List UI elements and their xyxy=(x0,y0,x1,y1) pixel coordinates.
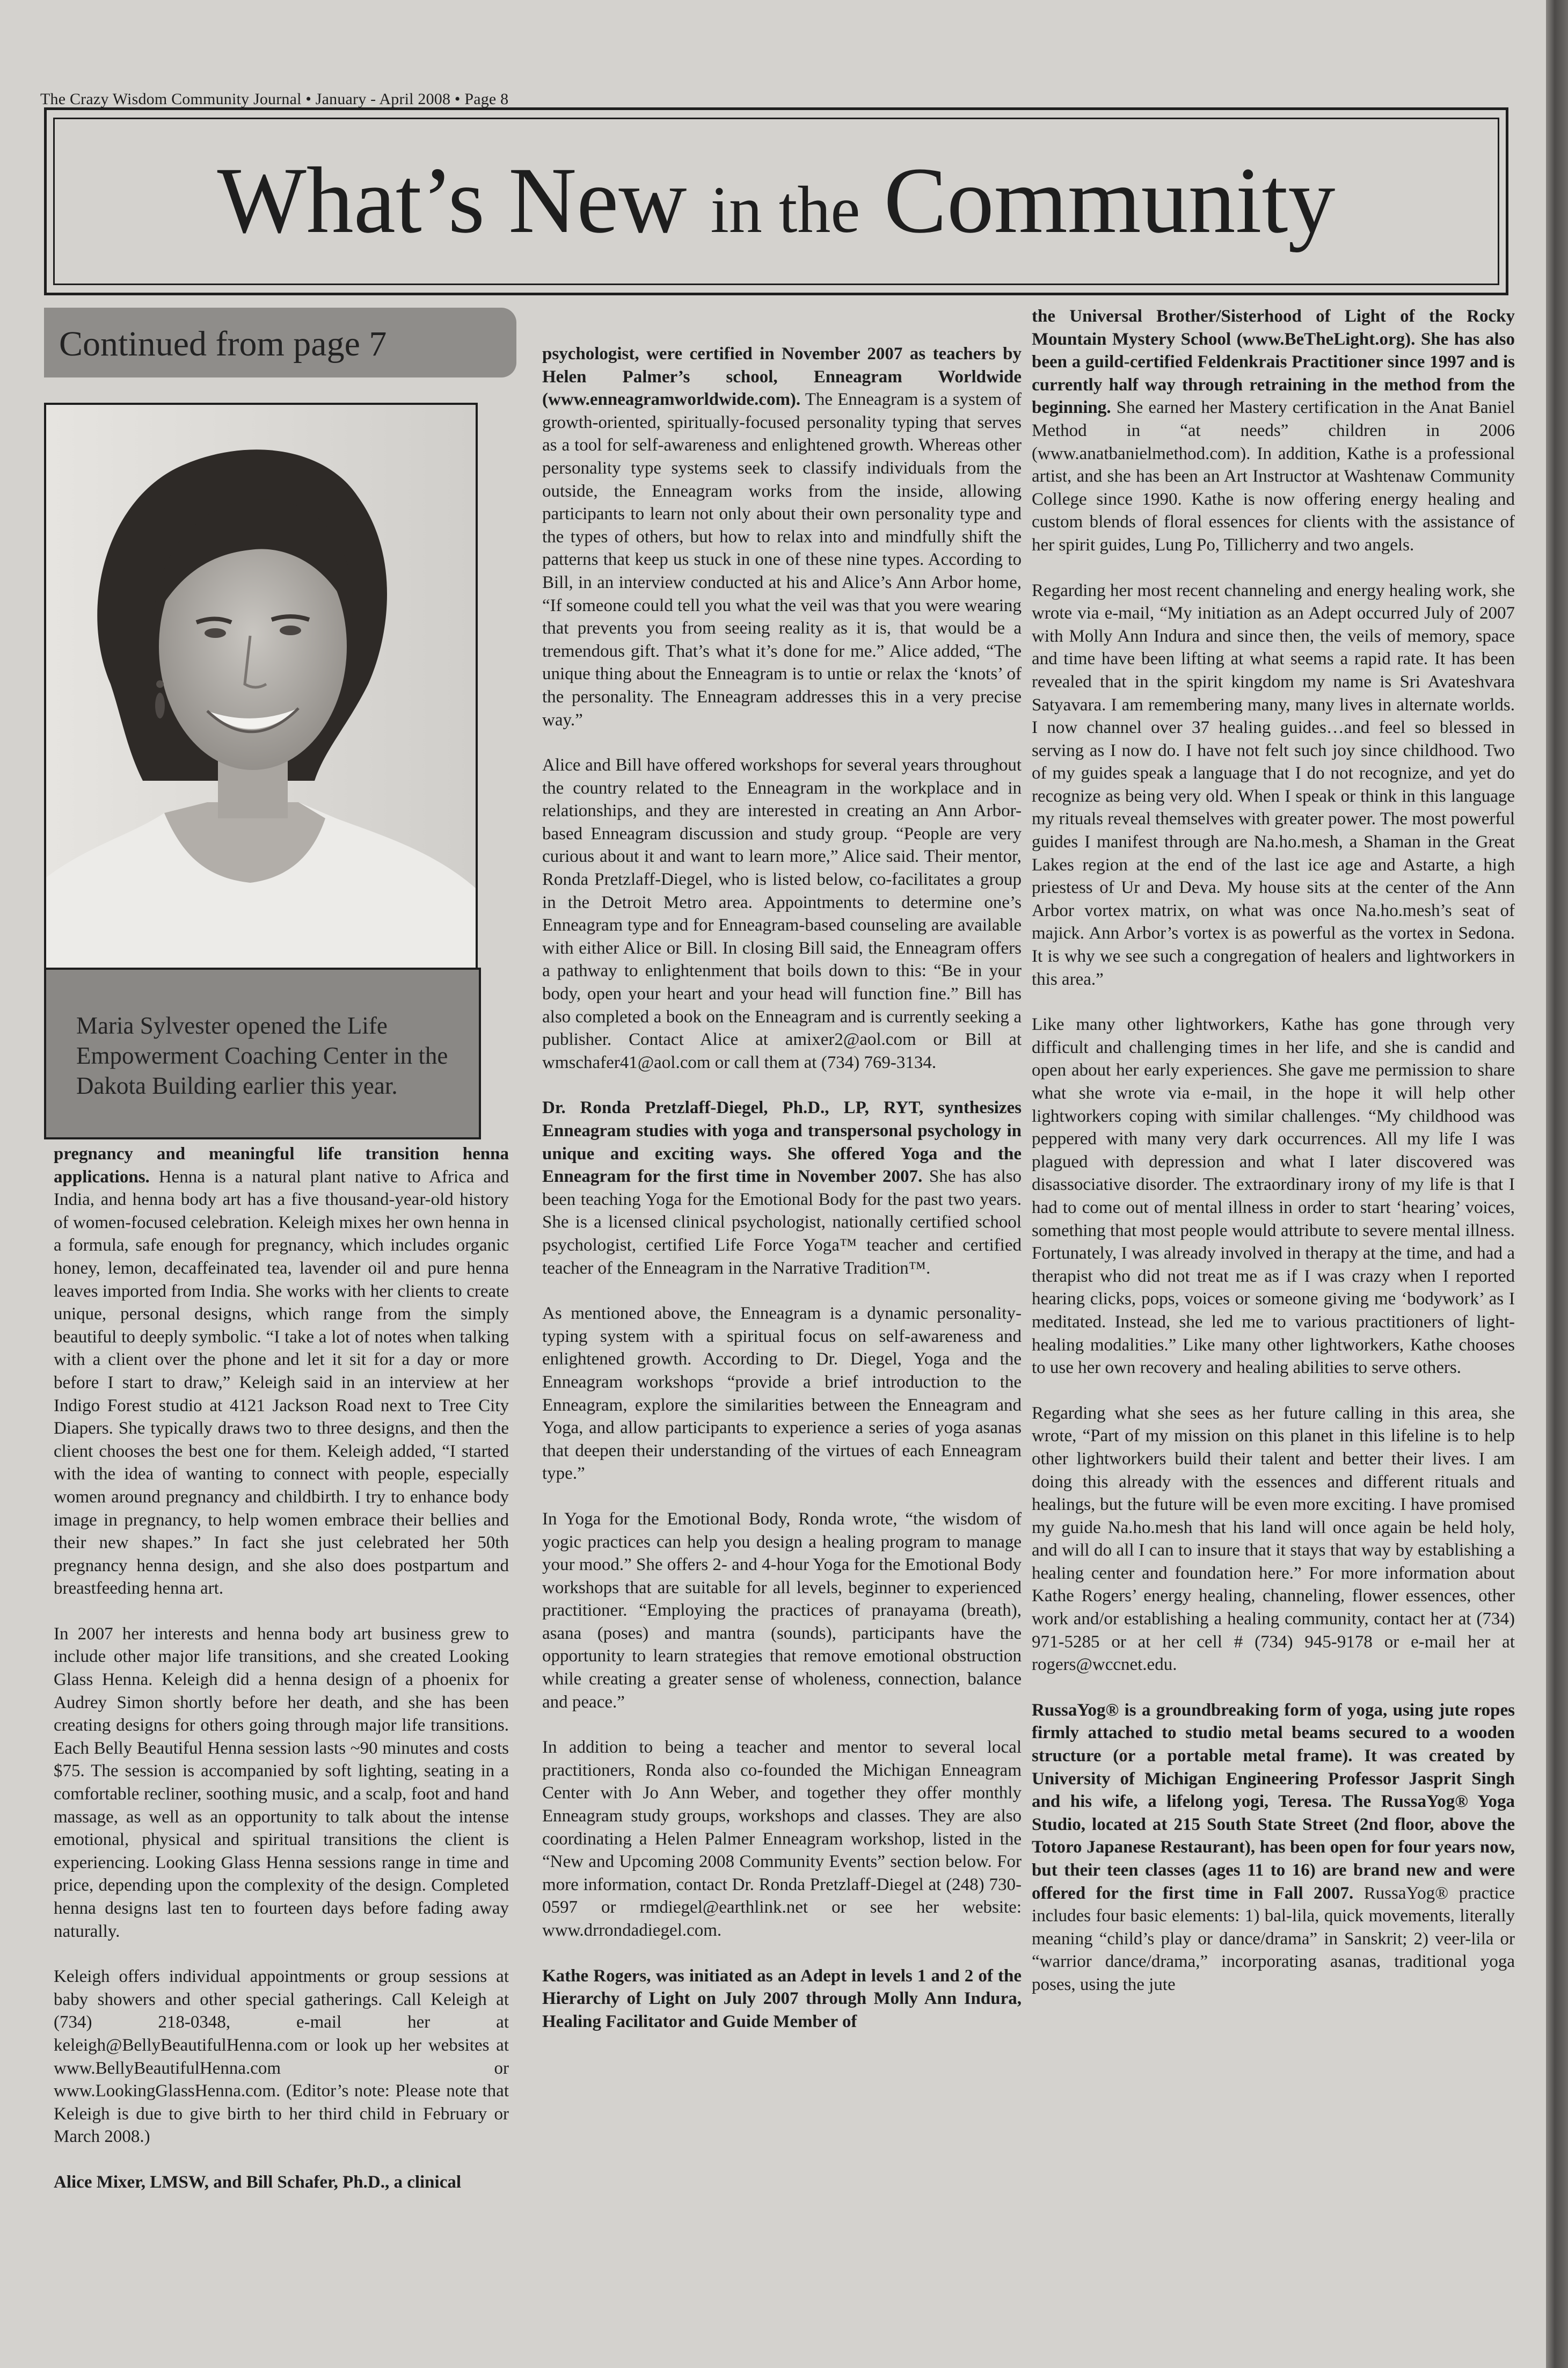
lead-in-bold: Dr. Ronda Pretzlaff-Diegel, Ph.D., LP, RYT, synthesizes Enneagram studies with yoga and transpersonal psychology in unique and exciting ways. She offered Yoga and the Enneagram for the first time in November 2007. xyxy=(542,1098,1022,1187)
lead-in-bold: RussaYog® is a groundbreaking form of yoga, using jute ropes firmly attached to studio metal beams secured to a wooden structure (or a portable metal frame). It was created by University of Michigan Engineering Professor Jasprit Singh and his wife, a lifelong yogi, Teresa. The RussaYog® Yoga Studio, located at 215 South State Street (2nd floor, above the Totoro Japanese Restaurant), has been open for four years now, but their teen classes (ages 11 to 16) are brand new and were offered for the first time in Fall 2007. xyxy=(1032,1700,1515,1903)
lead-in-bold: the Universal Brother/Sisterhood of Light of the Rocky Mountain Mystery School (www.BeTheLight.org). She has also been a guild-certified Feldenkrais Practitioner since 1997 and is currently half way through retraining in the method from the beginning. xyxy=(1032,307,1515,418)
paragraph xyxy=(1032,1699,1515,1996)
paragraph: Like many other lightworkers, Kathe has gone through very difficult and challenging times in her life, and she is candid and open about her early experiences. She gave me permission to share what she wrote via e-mail, in the hope it will help other lightworkers coping with similar challenges. “My childhood was peppered with many very dark occurrences. All my life I was plagued with depression and what I later discovered was disassociative disorder. The extraordinary irony of my life is that I had to come out of mental illness in order to start ‘hearing’ voices, something that most people would attribute to severe mental illness. Fortunately, I was already involved in therapy at the time, and had a therapist who did not treat me as if I was crazy when I reported hearing clicks, pops, voices or someone giving me ‘bodywork’ as I meditated. Instead, she led me to various practitioners of light-healing modalities.” Like many other lightworkers, Kathe chooses to use her own recovery and healing abilities to serve others. xyxy=(1032,1015,1515,1378)
article-column-1 xyxy=(54,1143,509,2194)
photo-caption: Maria Sylvester opened the Life Empowerment Coaching Center in the Dakota Building earlier this year. xyxy=(76,1012,448,1099)
paragraph-text: RussaYog® practice includes four basic elements: 1) bal-lila, quick movements, literally meaning “child’s play or dance/drama” in Sanskrit; 2) veer-lila or “warrior dance/drama,” incorporating asanas, traditional yoga poses, using the jute xyxy=(1032,1883,1515,1994)
lead-in-bold: psychologist, were certified in November 2007 as teachers by Helen Palmer’s school, Enneagram Worldwide (www.enneagramworldwide.com). xyxy=(542,344,1022,410)
paragraph: As mentioned above, the Enneagram is a dynamic personality-typing system with a spiritual focus on self-awareness and enlightened growth. According to Dr. Diegel, Yoga and the Enneagram workshops “provide a brief introduction to the Enneagram, explore the similarities between the Enneagram and Yoga, and allow participants to experience a series of yoga asanas that deepen their understanding of the virtues of each Enneagram type.” xyxy=(542,1304,1022,1484)
paragraph: In 2007 her interests and henna body art business grew to include other major life transitions, and she created Looking Glass Henna. Keleigh did a henna design of a phoenix for Audrey Simon shortly before her death, and she has been creating designs for others going through major life transitions. Each Belly Beautiful Henna session lasts ~90 minutes and costs $75. The session is accompanied by soft lighting, seating in a comfortable recliner, soothing music, and a scalp, foot and hand massage, as well as an opportunity to talk about the intense emotional, physical and spiritual transitions the client is experiencing. Looking Glass Henna sessions range in time and price, depending upon the complexity of the design. Completed henna designs last ten to fourteen days before fading away naturally. xyxy=(54,1624,509,1941)
masthead-box xyxy=(44,107,1508,295)
continued-label: Continued from page 7 xyxy=(59,324,387,364)
paragraph: In addition to being a teacher and mentor to several local practitioners, Ronda also co-founded the Michigan Enneagram Center with Jo Ann Weber, and together they offer monthly Enneagram study groups, workshops and classes. They are also coordinating a Helen Palmer Enneagram workshop, listed in the “New and Upcoming 2008 Community Events” section below. For more information, contact Dr. Ronda Pretzlaff-Diegel at (248) 730-0597 or rmdiegel@earthlink.net or see her website: www.drrondadiegel.com. xyxy=(542,1738,1022,1940)
page-title xyxy=(55,147,1498,264)
title-part-1: What’s New xyxy=(217,148,687,253)
photo-caption-box xyxy=(44,968,481,1139)
title-part-3: Community xyxy=(884,148,1336,253)
paragraph xyxy=(1032,305,1515,557)
paragraph: In Yoga for the Emotional Body, Ronda wrote, “the wisdom of yogic practices can help you design a healing program to manage your mood.” She offers 2- and 4-hour Yoga for the Emotional Body workshops that are suitable for all levels, beginner to experienced practitioner. “Employing the practices of pranayama (breath), asana (poses) and mantra (sounds), participants have the opportunity to learn strategies that remove emotional obstruction while creating a greater sense of wholeness, connection, balance and peace.” xyxy=(542,1509,1022,1712)
paragraph: Regarding what she sees as her future calling in this area, she wrote, “Part of my mission on this planet in this lifeline is to help other lightworkers build their talent and better their lives. I am doing this already with the essences and different rituals and healings, but the future will be even more exciting. I have promised my guide Na.ho.mesh that his land will once again be held holy, and will do all I can to insure that it stays that way by establishing a healing center and foundation here.” For more information about Kathe Rogers’ energy healing, channeling, flower essences, other work and/or establishing a healing community, contact her at (734) 971-5285 or at her cell # (734) 945-9178 or e-mail her at rogers@wccnet.edu. xyxy=(1032,1403,1515,1675)
paragraph xyxy=(54,1143,509,1600)
article-column-3 xyxy=(1032,305,1515,1996)
paragraph-text: Henna is a natural plant native to Africa and India, and henna body art has a five thousand-year-old history of women-focused celebration. Keleigh mixes her own henna in a formula, safe enough for pregnancy, which includes organic honey, lemon, decaffeinated tea, lavender oil and pure henna leaves imported from India. She works with her clients to create unique, personal designs, which range from the simply beautiful to deeply symbolic. “I take a lot of notes when talking with a client over the phone and let it sit for a day or more before I start to draw,” Keleigh said in an interview at her Indigo Forest studio at 4121 Jackson Road next to Tree City Diapers. She typically draws two to three designs, and then the client chooses the best one for them. Keleigh added, “I started with the idea of wanting to connect with people, especially women around pregnancy and childbirth. I try to enhance body image in pregnancy, to help women embrace their bellies and their new shapes.” In fact she just celebrated her 50th pregnancy henna design, and she also does postpartum and breastfeeding henna art. xyxy=(54,1167,509,1599)
paragraph xyxy=(54,2171,509,2194)
paragraph-text: The Enneagram is a system of growth-oriented, spiritually-focused personality typing that serves as a tool for self-awareness and enlightened growth. Whereas other personality type systems seek to classify individuals from the outside, the Enneagram works from the inside, allowing participants to learn not only about their own personality type and the types of others, but how to relax into and mindfully shift the patterns that keep us stuck in one of these nine types. According to Bill, in an interview conducted at his and Alice’s Ann Arbor home, “If someone could tell you what the veil was that you were wearing that prevents you from seeing reality as it is, that would be a tremendous gift. That’s what it’s done for me.” Alice added, “The unique thing about the Enneagram is to untie or relax the ‘knots’ of the personality. The Enneagram addresses this in a very precise way.” xyxy=(542,390,1022,730)
page-edge-shadow xyxy=(1546,0,1568,2368)
paragraph: Alice and Bill have offered workshops for several years throughout the country related to the Enneagram in the workplace and in relationships, and they are interested in creating an Ann Arbor-based Enneagram discussion and study group. “People are very curious about it and want to learn more,” Alice said. Their mentor, Ronda Pretzlaff-Diegel, who is listed below, co-facilitates a group in the Detroit Metro area. Appointments to determine one’s Enneagram type and for Enneagram-based counseling are available with either Alice or Bill. In closing Bill said, the Enneagram offers a pathway to enlightenment that boils down to this: “Be in your body, open your heart and your head will function fine.” Bill has also completed a book on the Enneagram and is currently seeking a publisher. Contact Alice at amixer2@aol.com or Bill at wmschafer41@aol.com or call them at (734) 769-3134. xyxy=(542,756,1022,1072)
paragraph xyxy=(542,1096,1022,1280)
title-part-2: in the xyxy=(710,173,860,246)
continued-tab xyxy=(44,308,516,377)
paragraph xyxy=(542,343,1022,731)
paragraph-text: She earned her Mastery certification in the Anat Baniel Method in “at needs” children in 2006 (www.anatbanielmethod.com). In addition, Kathe is a professional artist, and she has been an Art Instructor at Washtenaw Community College since 1990. Kathe is now offering energy healing and custom blends of floral essences for clients with the assistance of her spirit guides, Lung Po, Tillicherry and two angels. xyxy=(1032,398,1515,555)
running-head: The Crazy Wisdom Community Journal • January - April 2008 • Page 8 xyxy=(40,90,509,108)
paragraph: Keleigh offers individual appointments or group sessions at baby showers and other special gatherings. Call Keleigh at (734) 218-0348, e-mail her at keleigh@BellyBeautifulHenna.com or look up her websites at www.BellyBeautifulHenna.com or www.LookingGlassHenna.com. (Editor’s note: Please note that Keleigh is due to give birth to her third child in February or March 2008.) xyxy=(54,1967,509,2147)
lead-in-bold: Kathe Rogers, was initiated as an Adept in levels 1 and 2 of the Hierarchy of Light on July 2007 through Molly Ann Indura, Healing Facilitator and Guide Member of xyxy=(542,1966,1022,2031)
paragraph: Regarding her most recent channeling and energy healing work, she wrote via e-mail, “My initiation as an Adept occurred July of 2007 with Molly Ann Indura and since then, the veils of memory, space and time have been lifting at what seems a rapid rate. It has been revealed that in the spirit kingdom my name is Sri Avateshvara Satyavara. I am remembering many, many lives in alternate worlds. I now channel over 37 healing guides…and feel so blessed in serving as I now do. I have not felt such joy since childhood. Two of my guides speak a language that I do not recognize, and yet do recognize as being very old. When I speak or think in this language my rituals reveal themselves with greater power. The most powerful guides I manifest through are Na.ho.mesh, a Shaman in the Great Lakes region at the end of the last ice age and Astarte, a high priestess of Ur and Deva. My house sits at the center of the Ann Arbor vortex matrix, on what was once Na.ho.mesh’s seat of majick. Ann Arbor’s vortex is as powerful as the vortex in Sedona. It is why we see such a congregation of healers and lightworkers in this area.” xyxy=(1032,580,1515,989)
paragraph xyxy=(542,1965,1022,2033)
portrait-photo xyxy=(44,403,478,972)
masthead-inner-frame xyxy=(53,118,1499,285)
lead-in-bold: Alice Mixer, LMSW, and Bill Schafer, Ph.D., a clinical xyxy=(54,2172,462,2192)
portrait-image xyxy=(46,405,476,970)
lead-in-bold: pregnancy and meaningful life transition henna applications. xyxy=(54,1144,509,1187)
article-column-2 xyxy=(542,343,1022,2033)
paragraph-text: She has also been teaching Yoga for the Emotional Body for the past two years. She is a licensed clinical psychologist, nationally certified school psychologist, certified Life Force Yoga™ teacher and certified teacher of the Enneagram in the Narrative Tradition™. xyxy=(542,1167,1022,1278)
